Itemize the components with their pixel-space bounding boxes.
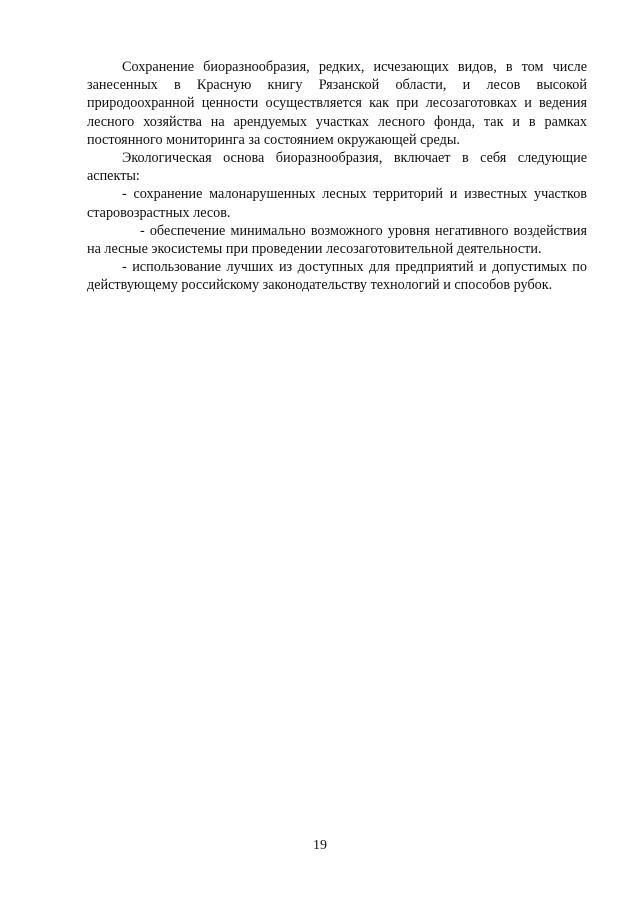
body-text — [87, 58, 587, 295]
bullet-minimal-impact: - обеспечение минимально возможного уровня негативного воздействия на лесные экосистемы при проведении лесозаготовительной деятельности. — [87, 222, 587, 258]
bullet-intact-forests: - сохранение малонарушенных лесных территорий и известных участков старовозрастных лесов. — [87, 186, 587, 221]
paragraph-ecological-basis: Экологическая основа биоразнообразия, включает в себя следующие аспекты: — [87, 150, 587, 185]
page-number: 19 — [313, 838, 327, 853]
paragraph-biodiversity-conservation: Сохранение биоразнообразия, редких, исчезающих видов, в том числе занесенных в Красную книгу Рязанской области, и лесов высокой природоохранной ценности осуществляется как при лесозаготовках и ведения лесного хозяйства на арендуемых участках лесного фонда, так и в рамках постоянного мониторинга за состоянием окружающей среды. — [87, 59, 587, 148]
bullet-best-technologies: - использование лучших из доступных для предприятий и допустимых по действующему российскому законодательству технологий и способов рубок. — [87, 259, 587, 294]
